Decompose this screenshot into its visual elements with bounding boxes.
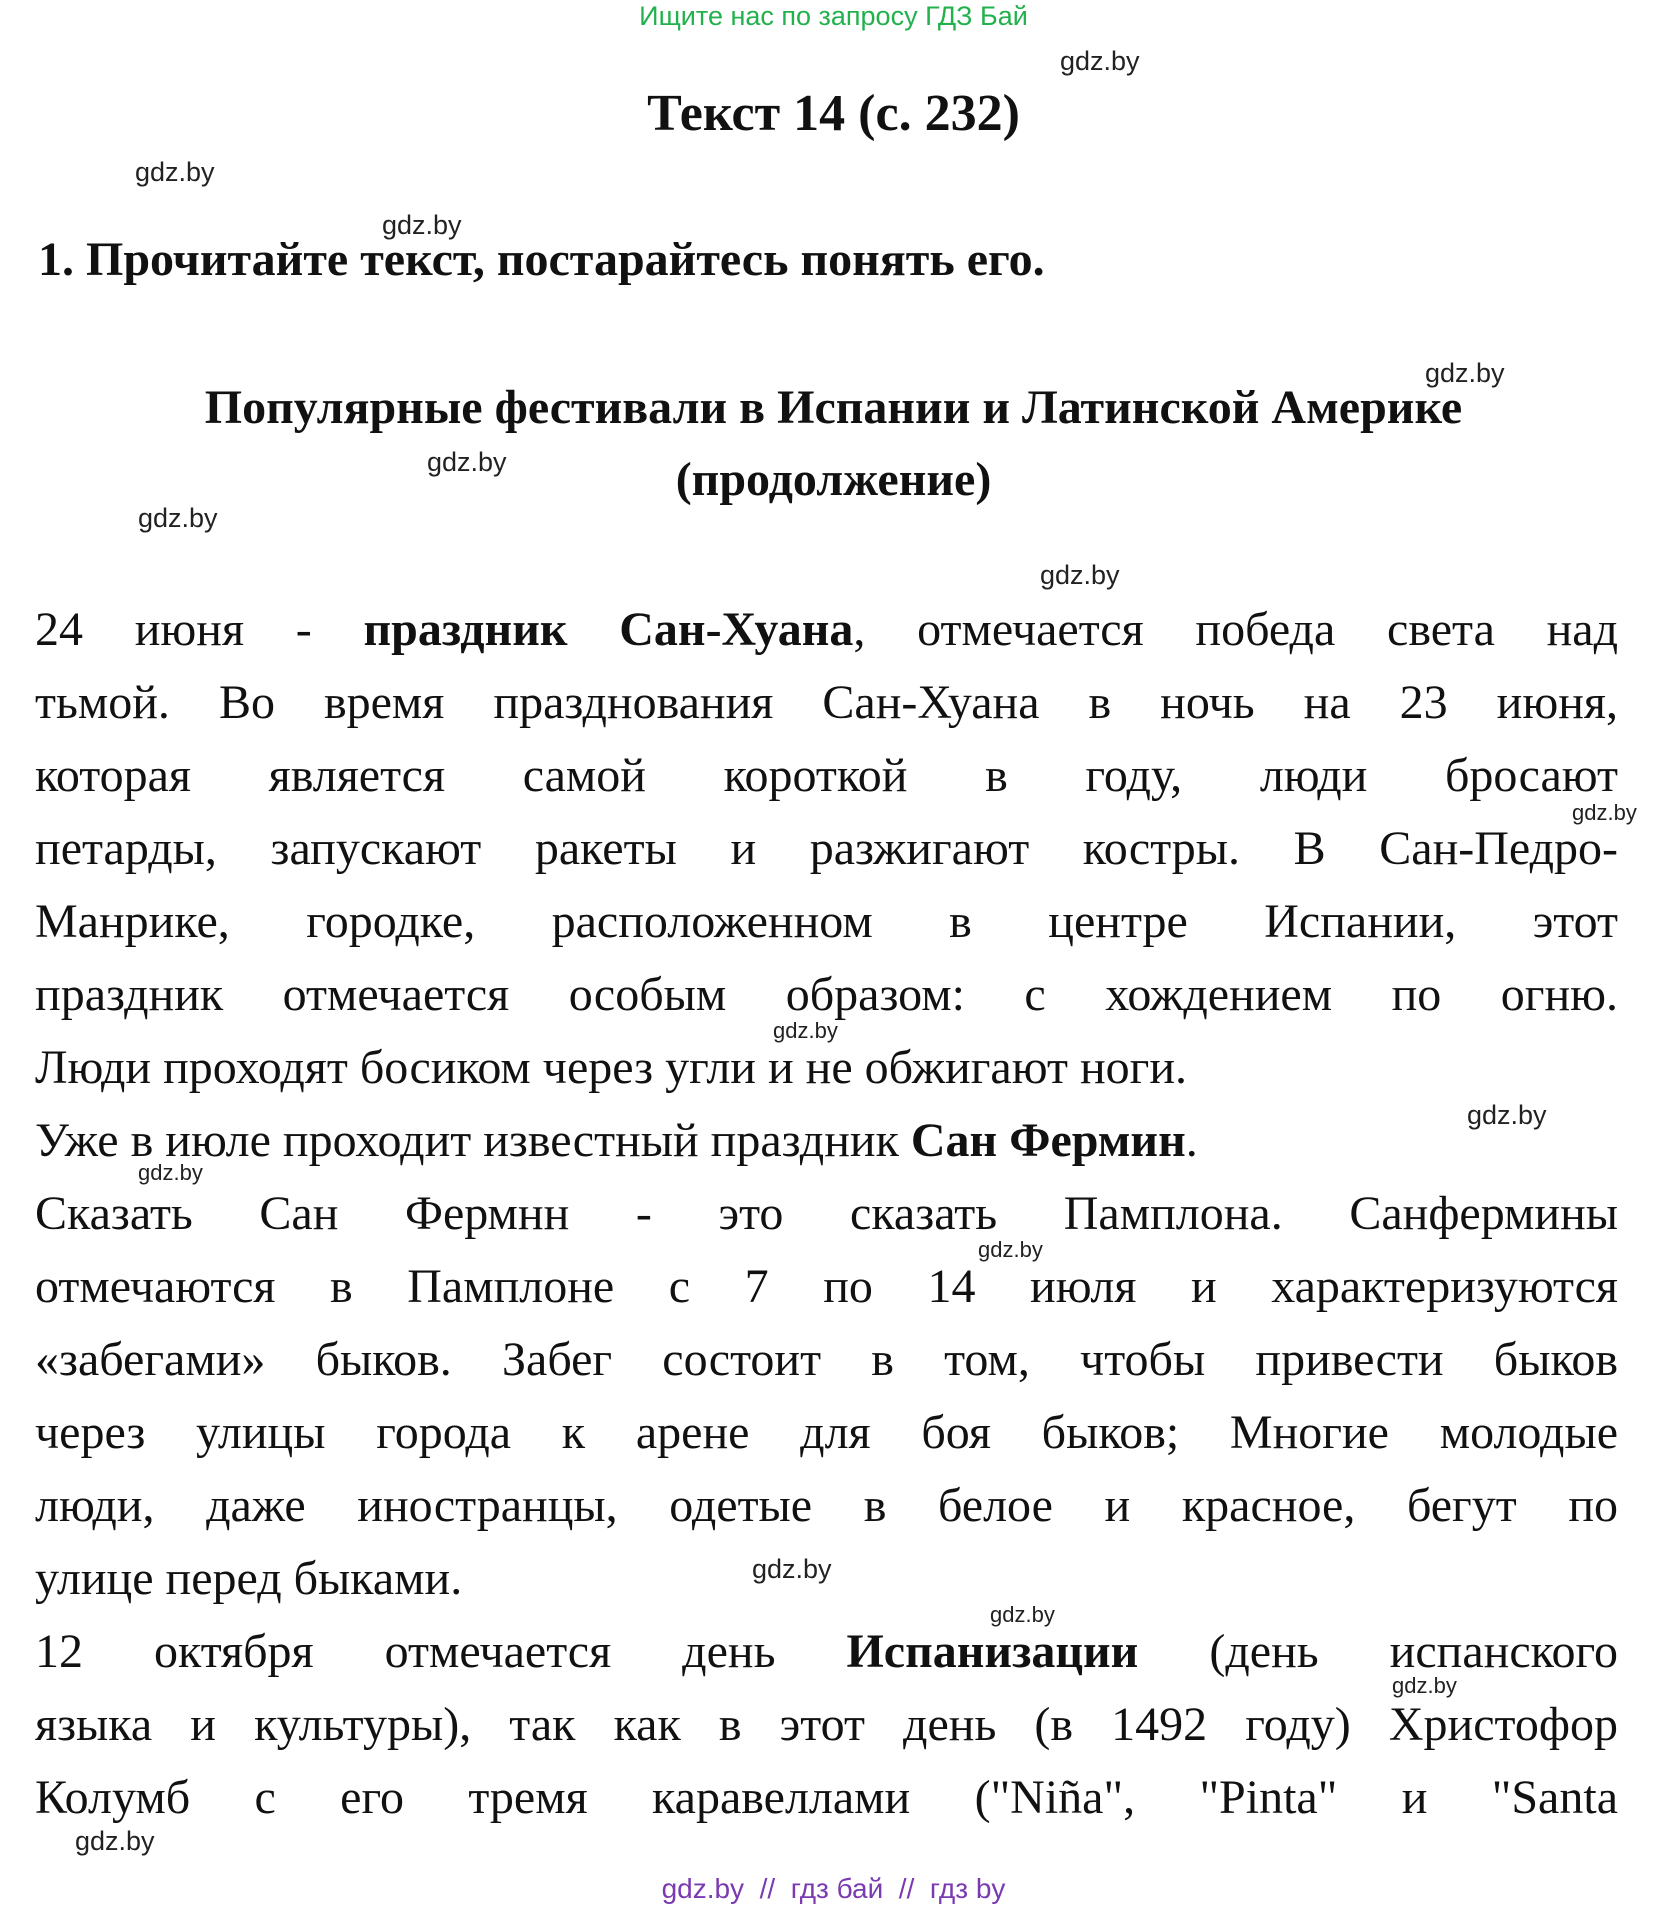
watermark: gdz.by	[427, 447, 507, 477]
watermark: gdz.by	[1467, 1100, 1547, 1130]
page-title: Текст 14 (с. 232)	[647, 85, 1020, 142]
body-line: «забегами» быков. Забег состоит в том, чтобы привести быков	[35, 1333, 1618, 1386]
watermark: gdz.by	[1040, 560, 1120, 590]
search-banner: Ищите нас по запросу ГДЗ Бай	[639, 1, 1028, 31]
body-line: улице перед быками.	[35, 1552, 463, 1605]
body-line: через улицы города к арене для боя быков; Многие молодые	[35, 1406, 1618, 1459]
body-line: Манрике, городке, расположенном в центре Испании, этот	[35, 895, 1618, 948]
watermark: gdz.by	[135, 157, 215, 187]
body-line: праздник отмечается особым образом: с хождением по огню.	[35, 968, 1618, 1021]
body-line: 24 июня - праздник Сан-Хуана, отмечается победа света над	[35, 603, 1618, 656]
body-line: 12 октября отмечается день Испанизации (день испанского	[35, 1625, 1618, 1678]
subheading-line-2: (продолжение)	[675, 453, 992, 506]
watermark: gdz.by	[138, 1160, 203, 1185]
watermark: gdz.by	[990, 1602, 1055, 1627]
watermark: gdz.by	[1572, 800, 1637, 825]
watermark: gdz.by	[1060, 46, 1140, 76]
article-body	[35, 593, 1618, 1834]
body-line: языка и культуры), так как в этот день (в 1492 году) Христофор	[35, 1698, 1618, 1751]
body-line: тьмой. Во время празднования Сан-Хуана в ночь на 23 июня,	[35, 676, 1618, 729]
festival-name-hispanidad: Испанизации	[846, 1625, 1139, 1678]
festival-name-san-juan: праздник Сан-Хуана	[363, 603, 854, 656]
body-line: Уже в июле проходит известный праздник Сан Фермин.	[35, 1114, 1198, 1167]
festival-name-san-fermin: Сан Фермин	[910, 1114, 1186, 1167]
body-line: люди, даже иностранцы, одетые в белое и красное, бегут по	[35, 1479, 1618, 1532]
body-line: Сказать Сан Фермнн - это сказать Памплона. Санфермины	[35, 1187, 1618, 1240]
subheading-line-1: Популярные фестивали в Испании и Латинской Америке	[204, 381, 1463, 434]
watermark: gdz.by	[382, 210, 462, 240]
watermark: gdz.by	[978, 1237, 1043, 1262]
watermark: gdz.by	[1392, 1673, 1457, 1698]
watermark: gdz.by	[138, 503, 218, 533]
watermark: gdz.by	[1425, 358, 1505, 388]
body-line: Колумб с его тремя каравеллами ("Niña", "Pinta" и "Santa	[35, 1771, 1618, 1824]
body-line: отмечаются в Памплоне с 7 по 14 июля и характеризуются	[35, 1260, 1618, 1313]
body-line: петарды, запускают ракеты и разжигают костры. В Сан-Педро-	[35, 822, 1618, 875]
body-line: которая является самой короткой в году, люди бросают	[35, 749, 1618, 802]
task-heading: 1. Прочитайте текст, постарайтесь понять его.	[38, 233, 1045, 286]
watermark: gdz.by	[75, 1826, 155, 1856]
watermark: gdz.by	[752, 1554, 832, 1584]
watermark: gdz.by	[773, 1018, 838, 1043]
body-line: Люди проходят босиком через угли и не обжигают ноги.	[35, 1041, 1187, 1094]
footer-links: gdz.by // гдз бай // гдз by	[661, 1873, 1006, 1904]
